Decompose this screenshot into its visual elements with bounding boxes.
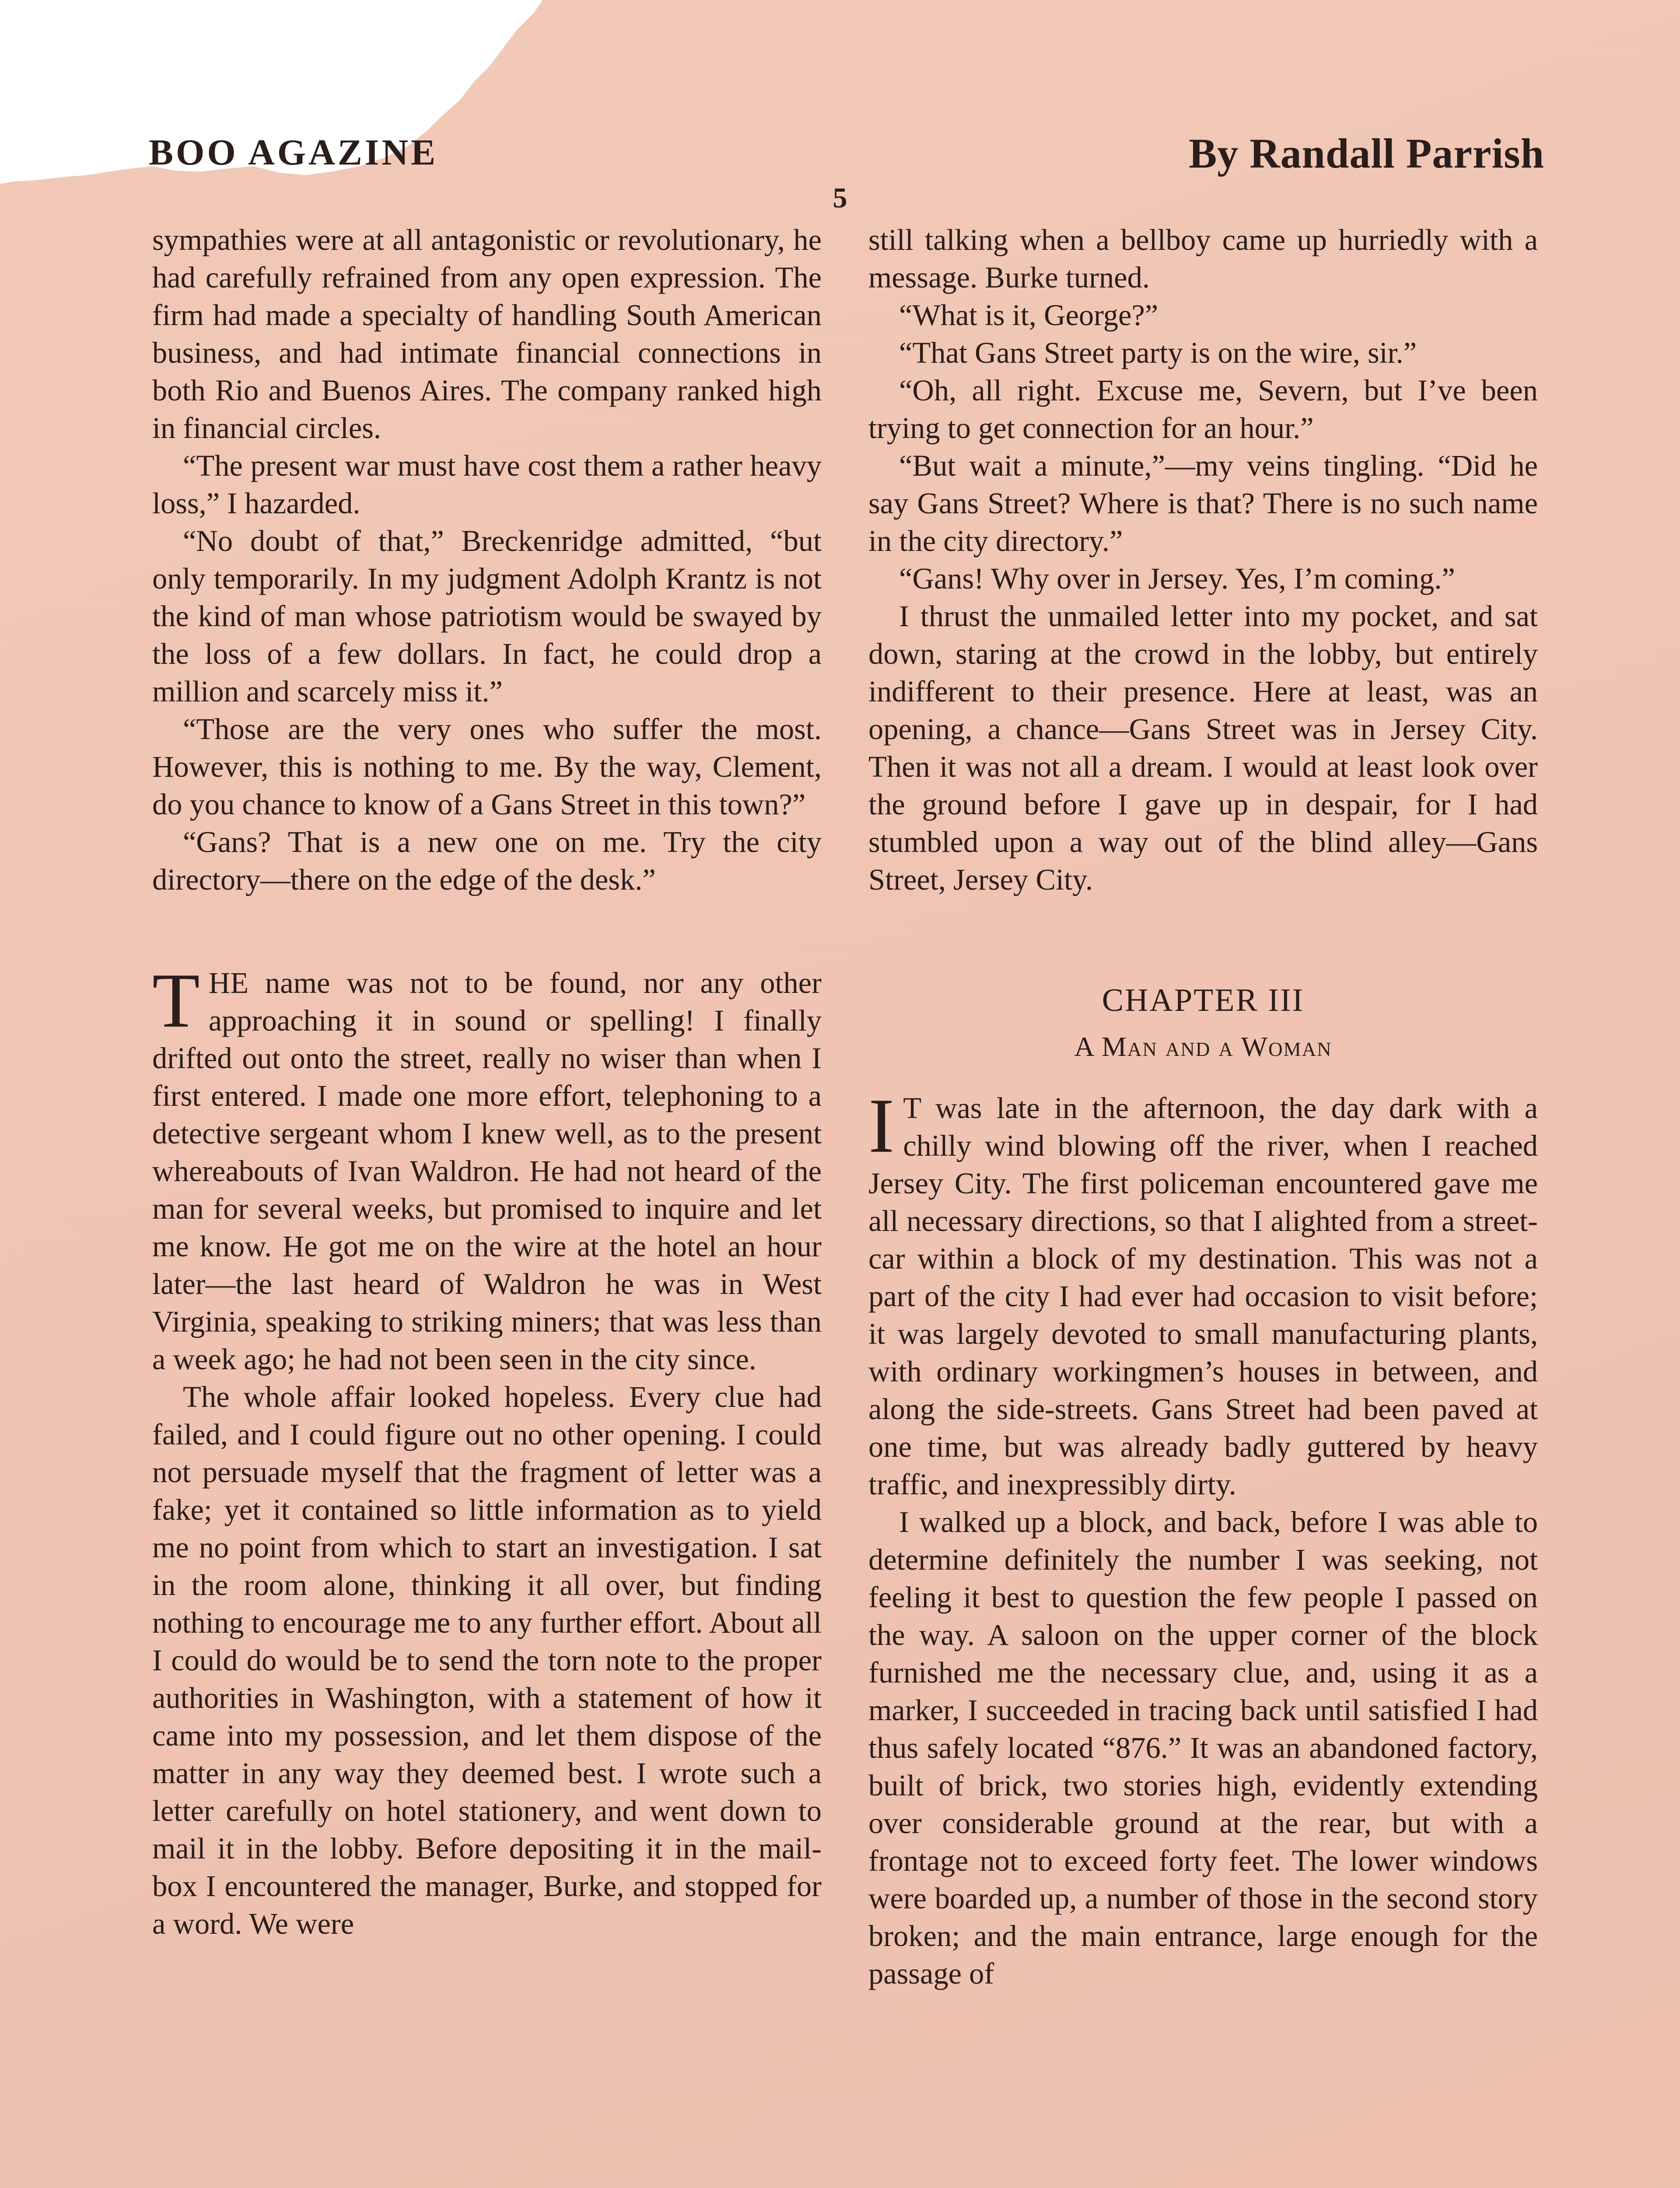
torn-corner (0, 0, 542, 236)
paragraph: “Gans! Why over in Jersey. Yes, I’m coming.” (899, 562, 1455, 595)
paragraph: “Oh, all right. Excuse me, Severn, but I’ve been trying to get connection for an hour.” (868, 374, 1538, 445)
paragraph: “Those are the very ones who suffer the most. However, this is nothing to me. By the way, Clement, do you chance to know of a Gans Street in this town?” (152, 712, 822, 821)
paragraph-text: T was late in the afternoon, the day dark with a chilly wind blowing off the river, when I reached Jersey City. The first policeman encountered gave me all necessary directions, so that I alighted from a street-car within a block of my destination. This was not a part of the city I had ever had occasion to visit before; it was largely devoted to small manufacturing plants, with ordinary workingmen’s houses in between, and along the side-streets. Gans Street had been paved at one time, but was already badly guttered by heavy traffic, and inexpressibly dirty. (868, 1091, 1538, 1501)
magazine-title: BOO AGAZINE (149, 132, 438, 173)
section-opening-paragraph (152, 957, 822, 1378)
author-byline: By Randall Parrish (1189, 130, 1544, 177)
paragraph: “What is it, George?” (899, 298, 1158, 332)
paragraph: still talking when a bellboy came up hurriedly with a message. Burke turned. (868, 223, 1538, 294)
paragraph: “But wait a minute,”—my veins tingling. “Did he say Gans Street? Where is that? There is no such name in the city directory.” (868, 449, 1538, 558)
right-column (868, 221, 1538, 1992)
chapter-subtitle: A Man and a Woman (1074, 1031, 1332, 1062)
paragraph: sympathies were at all antagonistic or revolutionary, he had carefully refrained from any open expression. The firm had made a specialty of handling South American business, and had intimate financial connections in both Rio and Buenos Aires. The company ranked high in financial circles. (152, 223, 822, 445)
paragraph: “The present war must have cost them a rather heavy loss,” I hazarded. (152, 449, 822, 520)
paragraph: “No doubt of that,” Breckenridge admitted, “but only temporarily. In my judgment Adolph Krantz is not the kind of man whose patriotism would be swayed by the loss of a few dollars. In fact, he could drop a million and scarcely miss it.” (152, 524, 822, 708)
paragraph: I thrust the unmailed letter into my pocket, and sat down, staring at the crowd in the lobby, but entirely indifferent to their presence. Here at least, was an opening, a chance—Gans Street was in Jersey City. Then it was not all a dream. I would at least look over the ground before I gave up in despair, for I had stumbled upon a way out of the blind alley—Gans Street, Jersey City. (868, 600, 1538, 896)
section-break (152, 898, 822, 964)
paragraph: “Gans? That is a new one on me. Try the city directory—there on the edge of the desk.” (152, 825, 822, 896)
paragraph: I walked up a block, and back, before I was able to determine definitely the number I was seeking, not feeling it best to question the few people I passed on the way. A saloon on the upper corner of the block furnished me the necessary clue, and, using it as a marker, I succeeded in tracing back until satisfied I had thus safely located “876.” It was an abandoned factory, built of brick, two stories high, evidently extending over considerable ground at the rear, but with a frontage not to exceed forty feet. The lower windows were boarded up, a number of those in the second story broken; and the main entrance, large enough for the passage of (868, 1505, 1538, 1990)
drop-cap: I (868, 1082, 895, 1169)
left-column (152, 221, 822, 1943)
drop-cap: T (152, 957, 200, 1044)
page-number: 5 (833, 182, 847, 214)
paragraph: “That Gans Street party is on the wire, sir.” (899, 336, 1417, 369)
chapter-opening-paragraph (868, 1082, 1538, 1503)
paragraph: The whole affair looked hopeless. Every clue had failed, and I could figure out no other opening. I could not persuade myself that the fragment of letter was a fake; yet it contained so little information as to yield me no point from which to start an investigation. I sat in the room alone, thinking it all over, but finding nothing to encourage me to any further effort. About all I could do would be to send the torn note to the proper authorities in Washington, with a statement of how it came into my possession, and let them dispose of the matter in any way they deemed best. I wrote such a letter carefully on hotel stationery, and went down to mail it in the lobby. Before depositing it in the mail-box I encountered the manager, Burke, and stopped for a word. We were (152, 1380, 822, 1940)
chapter-title: CHAPTER III (1102, 982, 1305, 1018)
paragraph-text: HE name was not to be found, nor any other approaching it in sound or spelling! I finally drifted out onto the street, really no wiser than when I first entered. I made one more effort, telephoning to a detective sergeant whom I knew well, as to the present whereabouts of Ivan Waldron. He had not heard of the man for several weeks, but promised to inquire and let me know. He got me on the wire at the hotel an hour later—the last heard of Waldron he was in West Virginia, speaking to striking miners; that was less than a week ago; he had not been seen in the city since. (152, 966, 822, 1376)
